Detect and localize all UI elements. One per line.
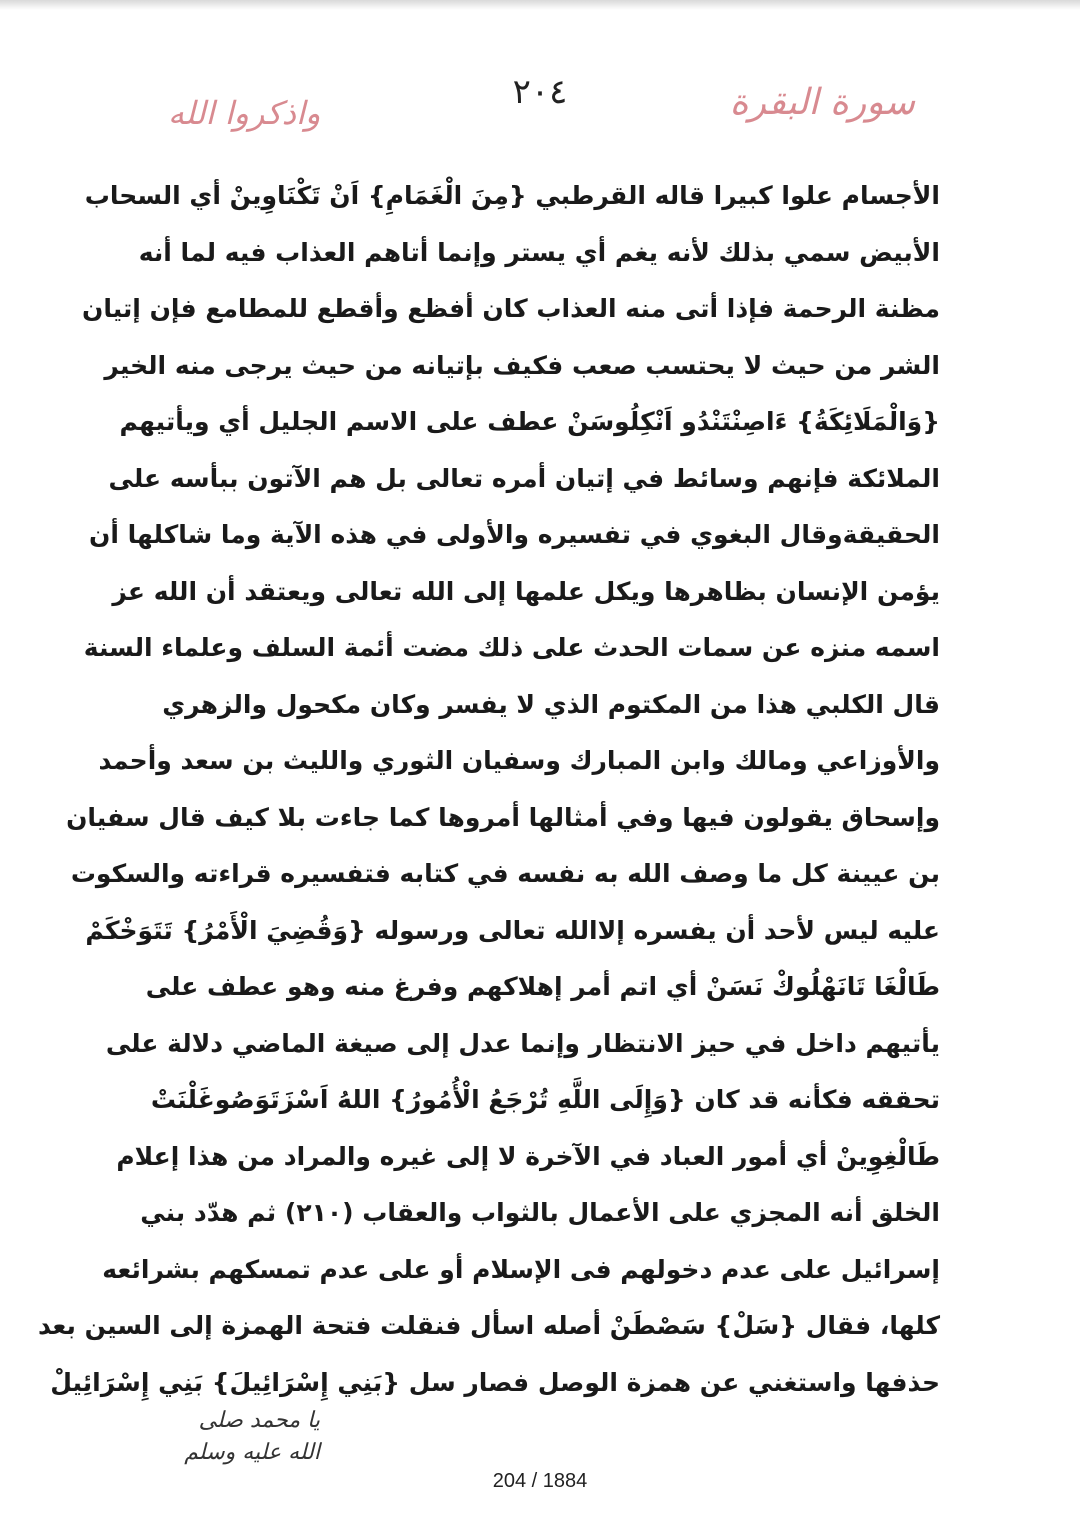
text-line: وإسحاق يقولون فيها وفي أمثالها أمروها كما جاءت بلا كيف قال سفيان [66, 802, 940, 832]
scan-top-edge [0, 0, 1080, 10]
text-line: حذفها واستغني عن همزة الوصل فصار سل {بَنِي إِسْرَائِيلَ} بَنِي إِسْرَائِيلْ [50, 1367, 940, 1397]
text-line: تحققه فكأنه قد كان {وَإِلَى اللَّهِ تُرْجَعُ الْأُمُورُ} اللهُ اَسْزَتَوَصُوغَلْنَتْ [150, 1085, 940, 1114]
text-line: كلها، فقال {سَلْ} سَصْطَنْ أصله اسأل فنقلت فتحة الهمزة إلى السين بعد [37, 1311, 940, 1340]
text-line: الأجسام علوا كبيرا قاله القرطبي {مِنَ الْغَمَامِ} اَنْ تَكْنَاوِينْ أي السحاب [84, 181, 940, 210]
body-text [37, 168, 940, 1411]
scanned-page [0, 10, 1080, 1465]
text-line: يؤمن الإنسان بظاهرها ويكل علمها إلى الله تعالى ويعتقد أن الله عز [112, 576, 940, 606]
text-line: طَالْغِوِينْ أي أمور العباد في الآخرة لا إلى غيره والمراد من هذا إعلام [116, 1141, 940, 1171]
text-line: الملائكة فإنهم وسائط في إتيان أمره تعالى بل هم الآتون ببأسه على [108, 463, 940, 493]
text-line: الشر من حيث لا يحتسب صعب فكيف بإتيانه من حيث يرجى منه الخير [104, 350, 940, 380]
printed-page-number: ٢٠٤ [512, 72, 568, 112]
text-line: طَالْغَا تَانَهْلُوكْ نَسَنْ أي اتم أمر إهلاكهم وفرغ منه وهو عطف على [145, 972, 940, 1001]
text-line: {وَالْمَلَائِكَةُ} ءَاصِنْتَنْدُو اَنْكِلُوسَنْ عطف على الاسم الجليل أي ويأتيهم [119, 407, 940, 436]
handwritten-footnote [145, 1405, 320, 1469]
text-line: إسرائيل على عدم دخولهم فى الإسلام أو على عدم تمسكهم بشرائعه [102, 1254, 940, 1284]
text-line: الحقيقةوقال البغوي في تفسيره والأولى في هذه الآية وما شاكلها أن [88, 520, 940, 549]
text-line: والأوزاعي ومالك وابن المبارك وسفيان الثوري والليث بن سعد وأحمد [98, 746, 940, 775]
text-line: مظنة الرحمة فإذا أتى منه العذاب كان أفظع وأقطع للمطامع فإن إتيان [81, 294, 940, 323]
page-counter: 204 / 1884 [492, 1470, 588, 1492]
text-line: قال الكلبي هذا من المكتوم الذي لا يفسر وكان مكحول والزهري [162, 689, 940, 719]
text-line: اسمه منزه عن سمات الحدث على ذلك مضت أئمة السلف وعلماء السنة [83, 633, 940, 662]
text-line: بن عيينة كل ما وصف الله به نفسه في كتابه فتفسيره قراءته والسكوت [70, 859, 940, 888]
surah-title-handwritten: سورة البقرة [729, 82, 915, 123]
text-line: الخلق أنه المجزي على الأعمال بالثواب والعقاب (٢١٠) ثم هدّد بني [140, 1198, 940, 1227]
text-line: عليه ليس لأحد أن يفسره إلاالله تعالى ورسوله {وَقُضِيَ الْأَمْرُ} تَتَوَخْكَمْ [85, 915, 940, 945]
footnote-line: الله عليه وسلم [184, 1440, 320, 1465]
handwritten-header-note: واذكروا الله [168, 94, 321, 132]
footnote-line: يا محمد صلى [198, 1408, 320, 1433]
text-line: الأبيض سمي بذلك لأنه يغم أي يستر وإنما أتاهم العذاب فيه لما أنه [138, 237, 940, 267]
text-line: يأتيهم داخل في حيز الانتظار وإنما عدل إلى صيغة الماضي دلالة على [105, 1028, 940, 1058]
